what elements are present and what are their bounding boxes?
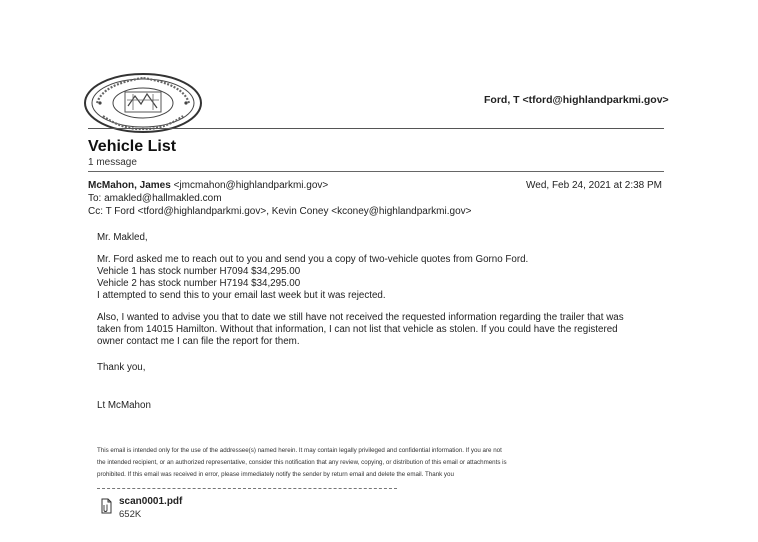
city-seal-logo xyxy=(83,72,203,134)
body-line: owner contact me I can file the report for them. xyxy=(97,336,300,347)
attachment-size: 652K xyxy=(119,509,142,520)
paperclip-document-icon xyxy=(99,498,113,514)
disclaimer-line: prohibited. If this email was received in error, please immediately notify the sender by return email and delete the email. Thank you xyxy=(97,471,454,478)
disclaimer-line: This email is intended only for the use of the addressee(s) named herein. It may contain legally privileged and confidential information. If you are not xyxy=(97,447,502,454)
body-line: Also, I wanted to advise you that to date we still have not received the requested information regarding the trailer that was xyxy=(97,312,624,323)
cc-line: Cc: T Ford <tford@highlandparkmi.gov>, Kevin Coney <kconey@highlandparkmi.gov> xyxy=(88,206,472,217)
attachment[interactable] xyxy=(97,496,217,530)
closing: Thank you, xyxy=(97,362,146,373)
attachment-divider xyxy=(97,488,397,489)
sender-header: Ford, T <tford@highlandparkmi.gov> xyxy=(484,94,669,106)
body-line: I attempted to send this to your email last week but it was rejected. xyxy=(97,290,386,301)
from-name: McMahon, James xyxy=(88,180,171,191)
email-date: Wed, Feb 24, 2021 at 2:38 PM xyxy=(526,180,663,191)
vehicle-1-line: Vehicle 1 has stock number H7094 $34,295.00 xyxy=(97,266,301,277)
attachment-name[interactable]: scan0001.pdf xyxy=(119,496,183,507)
from-email: <jmcmahon@highlandparkmi.gov> xyxy=(173,180,329,191)
header-divider xyxy=(88,128,664,129)
greeting: Mr. Makled, xyxy=(97,232,148,243)
signature: Lt McMahon xyxy=(97,400,151,411)
message-count: 1 message xyxy=(88,157,137,168)
to-line: To: amakled@hallmakled.com xyxy=(88,193,222,204)
from-line xyxy=(88,180,328,191)
email-subject: Vehicle List xyxy=(88,138,177,155)
body-line: Mr. Ford asked me to reach out to you and send you a copy of two-vehicle quotes from Gorno Ford. xyxy=(97,254,529,265)
body-line: taken from 14015 Hamilton. Without that information, I can not list that vehicle as stolen. If you could have the registered xyxy=(97,324,618,335)
vehicle-2-line: Vehicle 2 has stock number H7194 $34,295.00 xyxy=(97,278,301,289)
subject-divider xyxy=(88,171,664,172)
disclaimer-line: the intended recipient, or an authorized representative, consider this notification that any review, copying, or distribution of this email or attachments is xyxy=(97,459,507,466)
